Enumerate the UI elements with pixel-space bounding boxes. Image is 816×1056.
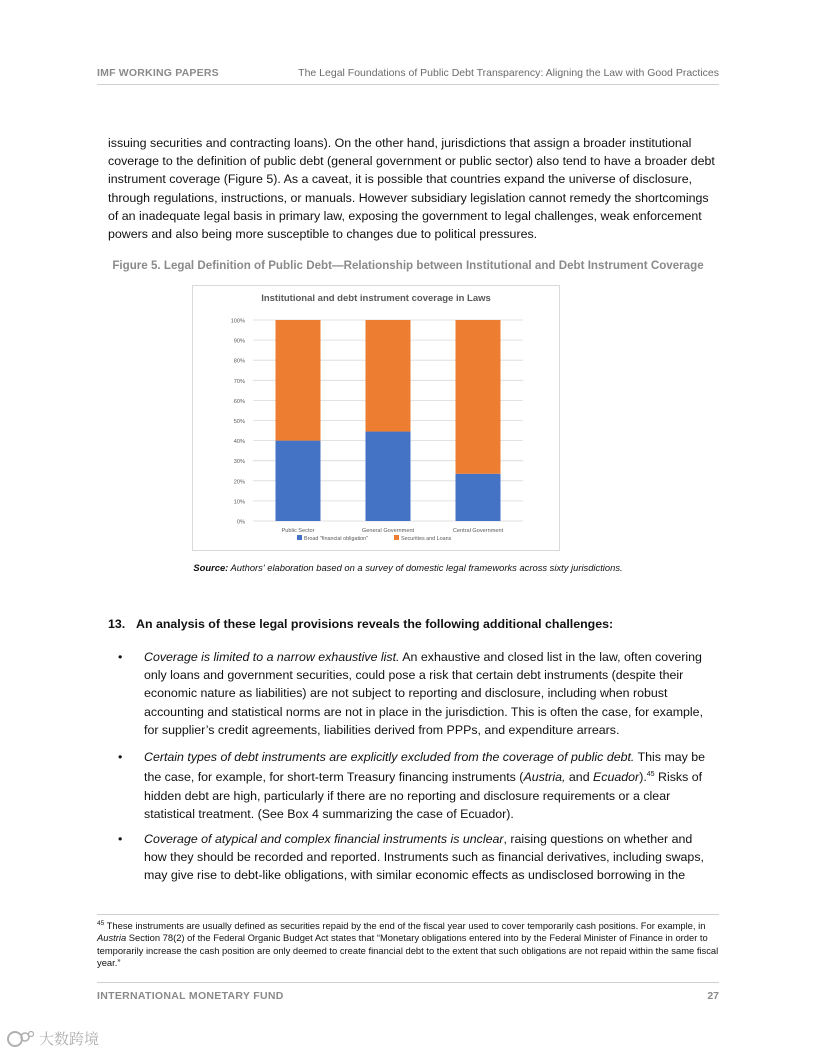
bullet-text: An exhaustive and closed list in the law, often covering only loans and government securities, could pose a risk that certain debt instruments (despite their economic nature as liabilities) are not subject to reporting and disclosure, including when robust accounting and statistical norms are not in place in the jurisdiction. This is often the case, for example, for supplier’s credit agreements, liabilities derived from PPPs, and expenditure arrears. xyxy=(144,650,704,737)
bar-segment xyxy=(456,474,501,521)
watermark-logo-icon xyxy=(6,1029,36,1049)
bullet-lead: Coverage of atypical and complex financial instruments is unclear xyxy=(144,832,504,846)
running-header-series: IMF WORKING PAPERS xyxy=(97,67,219,79)
legend-label: Broad "financial obligation" xyxy=(304,536,369,542)
country-name: Austria, xyxy=(523,770,566,785)
source-label: Source: xyxy=(193,562,229,573)
bar-segment xyxy=(366,320,411,432)
y-tick-label: 50% xyxy=(233,419,245,425)
bullet-marker: • xyxy=(118,832,123,846)
footer-divider xyxy=(97,982,719,983)
list-item xyxy=(118,648,718,739)
y-tick-label: 70% xyxy=(233,378,245,385)
footnote xyxy=(97,918,719,969)
source-text: Authors' elaboration based on a survey of domestic legal frameworks across sixty jurisdictions. xyxy=(228,562,623,573)
list-item xyxy=(118,748,718,823)
header-divider xyxy=(97,84,719,85)
y-tick-label: 20% xyxy=(233,479,245,486)
section-heading-text: An analysis of these legal provisions reveals the following additional challenges: xyxy=(136,617,614,631)
legend-swatch xyxy=(297,535,302,540)
figure-5-chart xyxy=(192,285,560,551)
page-number: 27 xyxy=(707,990,719,1002)
list-item xyxy=(118,830,718,885)
bullet-text: and xyxy=(565,770,594,785)
stacked-bar-chart xyxy=(193,286,559,550)
y-tick-label: 10% xyxy=(233,499,245,506)
y-tick-label: 60% xyxy=(233,398,245,405)
y-tick-label: 0% xyxy=(236,519,245,526)
legend-swatch xyxy=(394,535,399,540)
x-tick-label: General Government xyxy=(361,528,415,534)
footnote-text: These instruments are usually defined as securities repaid by the end of the fiscal year used to cover temporarily cash positions. For example, in xyxy=(104,920,706,932)
watermark-text: 大数跨境 xyxy=(39,1031,100,1048)
intro-paragraph: issuing securities and contracting loans). On the other hand, jurisdictions that assign a broader institutional coverage to the definition of public debt (general government or public sector) also tend to have a broader debt instrument coverage (Figure 5). As a caveat, it is possible that countries expand the universe of disclosure, through regulations, instructions, or manuals. However subsidiary legislation cannot remedy the shortcomings of an inadequate legal basis in primary law, exposing the government to legal challenges, weak enforcement powers and also being more susceptible to changes due to political pressures. xyxy=(108,136,715,242)
bullet-text: ). xyxy=(639,770,647,785)
bullet-text: This may be the case, for example, for short-term Treasury financing instruments ( xyxy=(144,750,706,785)
bar-segment xyxy=(276,441,321,521)
bullet-text: Risks of hidden debt are high, particularly if there are no reporting and disclosure requirements or a clear statistical treatment. (See Box 4 summarizing the case of Ecuador). xyxy=(144,770,703,821)
y-tick-label: 30% xyxy=(233,459,245,466)
bar-segment xyxy=(276,320,321,441)
y-tick-label: 100% xyxy=(230,318,245,325)
section-number: 13. xyxy=(108,617,126,631)
bullet-marker: • xyxy=(118,650,123,664)
footnote-number: 45 xyxy=(97,920,105,927)
watermark xyxy=(6,1028,99,1049)
footnote-divider xyxy=(97,914,719,915)
chart-title: Institutional and debt instrument coverage in Laws xyxy=(261,293,491,304)
x-tick-label: Public Sector xyxy=(281,528,315,534)
y-tick-label: 40% xyxy=(233,439,245,446)
y-tick-label: 90% xyxy=(233,338,245,345)
footnote-text: Section 78(2) of the Federal Organic Budget Act states that “Monetary obligations entered into by the Federal Minister of Finance in order to temporarily increase the cash position are only deemed to create financial debt to the extent that such obligations are not repaid within the same fiscal year.” xyxy=(97,932,719,968)
y-tick-label: 80% xyxy=(233,358,245,365)
figure-caption: Figure 5. Legal Definition of Public Debt—Relationship between Institutional and Debt Instrument Coverage xyxy=(112,259,704,272)
running-header-title: The Legal Foundations of Public Debt Transparency: Aligning the Law with Good Practices xyxy=(298,67,719,79)
section-heading xyxy=(108,617,613,631)
bullet-lead: Coverage is limited to a narrow exhaustive list. xyxy=(144,650,400,664)
bullet-marker: • xyxy=(118,750,123,764)
legend-label: Securities and Loans xyxy=(401,536,452,542)
footer-organization: INTERNATIONAL MONETARY FUND xyxy=(97,990,284,1002)
figure-source-note xyxy=(97,562,719,573)
bar-segment xyxy=(456,320,501,474)
bullet-lead: Certain types of debt instruments are explicitly excluded from the coverage of public debt. xyxy=(144,750,635,764)
x-tick-label: Central Government xyxy=(452,528,504,534)
country-name: Ecuador xyxy=(593,770,640,785)
bullet-text: , raising questions on whether and how they should be recorded and reported. Instruments such as financial derivatives, including swaps, may give rise to debt-like obligations, with similar economic effects as undisclosed borrowing in the xyxy=(144,832,704,883)
footnote-reference[interactable]: 45 xyxy=(646,771,655,779)
country-name: Austria xyxy=(97,932,127,944)
bar-segment xyxy=(366,432,411,521)
